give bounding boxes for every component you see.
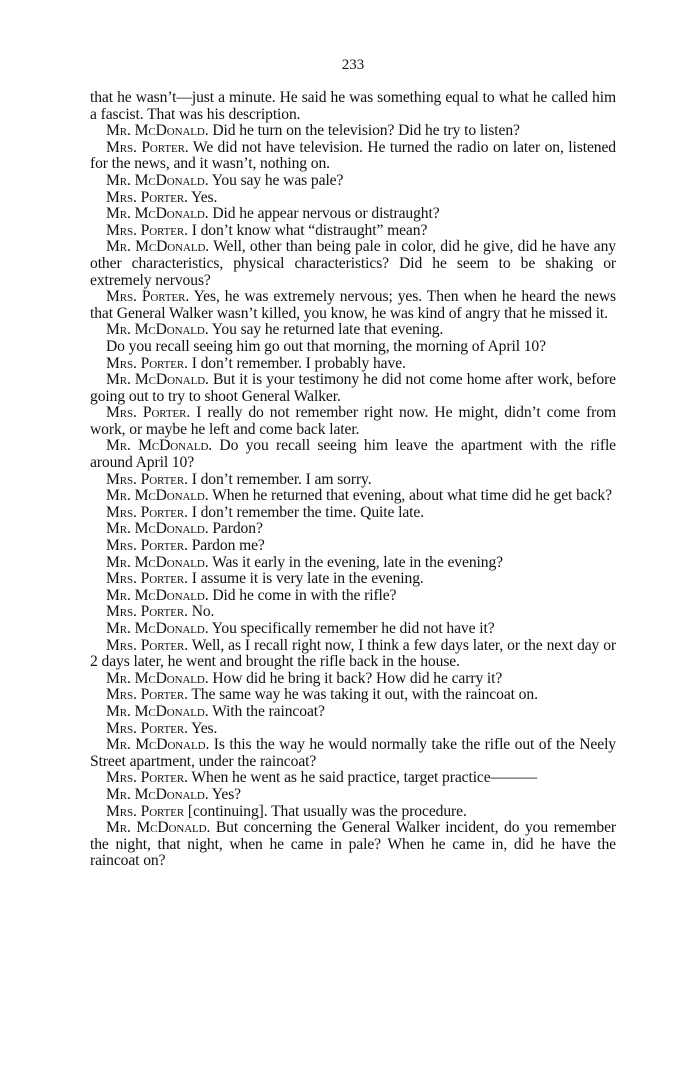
transcript-paragraph — [90, 555, 616, 572]
speaker-label: Mrs. Porter. — [106, 603, 188, 621]
transcript-paragraph — [90, 90, 616, 123]
paragraph-text: Is this the way he would normally take the rifle out of the Neely Street apartment, under the raincoat? — [90, 736, 617, 770]
paragraph-text: Was it early in the evening, late in the evening? — [208, 553, 503, 571]
paragraph-text: Did he come in with the rifle? — [208, 586, 397, 604]
transcript-paragraph — [90, 438, 616, 471]
speaker-label: Mrs. Porter — [106, 802, 185, 820]
transcript-paragraph — [90, 405, 616, 438]
paragraph-text: How did he bring it back? How did he carry it? — [208, 669, 503, 687]
paragraph-text: When he went as he said practice, target practice——— — [187, 769, 538, 787]
paragraph-text: Pardon? — [208, 520, 263, 538]
paragraph-text: You say he returned late that evening. — [208, 321, 444, 339]
speaker-label: Mr. McDonald. — [106, 238, 210, 256]
transcript-paragraph — [90, 173, 616, 190]
speaker-label: Mrs. Porter. — [106, 404, 191, 422]
transcript-paragraph — [90, 239, 616, 289]
transcript-paragraph — [90, 538, 616, 555]
paragraph-text: Do you recall seeing him go out that morning, the morning of April 10? — [106, 337, 546, 355]
paragraph-text: Yes, he was extremely nervous; yes. Then when he heard the news that General Walker wasn’t killed, you know, he was kind of angry that he missed it. — [90, 288, 616, 322]
paragraph-text: Yes? — [208, 785, 241, 803]
speaker-label: Mrs. Porter. — [106, 470, 188, 488]
transcript-paragraph — [90, 671, 616, 688]
paragraph-text: I don’t know what “distraught” mean? — [187, 221, 428, 239]
speaker-label: Mr. McDonald. — [106, 487, 209, 505]
speaker-label: Mr. McDonald. — [106, 669, 209, 687]
transcript-paragraph — [90, 588, 616, 605]
transcript-paragraph — [90, 472, 616, 489]
speaker-label: Mr. McDonald. — [106, 437, 213, 455]
speaker-label: Mrs. Porter. — [106, 503, 188, 521]
paragraph-text: I really do not remember right now. He might, didn’t come from work, or maybe he left and come back later. — [90, 404, 616, 438]
speaker-label: Mrs. Porter. — [106, 221, 188, 239]
speaker-label: Mrs. Porter. — [106, 537, 188, 555]
paragraph-text: But it is your testimony he did not come home after work, before going out to try to shoot General Walker. — [90, 371, 617, 405]
speaker-label: Mr. McDonald. — [106, 553, 209, 571]
paragraph-text: I don’t remember. I am sorry. — [187, 470, 372, 488]
paragraph-text: I don’t remember the time. Quite late. — [187, 503, 425, 521]
paragraph-text: [continuing]. That usually was the procedure. — [184, 802, 467, 820]
paragraph-text: You say he was pale? — [208, 171, 344, 189]
transcript-paragraph — [90, 190, 616, 207]
speaker-label: Mrs. Porter. — [106, 570, 188, 588]
speaker-label: Mrs. Porter. — [106, 769, 188, 787]
paragraph-text: Did he appear nervous or distraught? — [208, 205, 440, 223]
transcript-paragraph — [90, 638, 616, 671]
speaker-label: Mrs. Porter. — [106, 719, 188, 737]
speaker-label: Mrs. Porter. — [106, 138, 189, 156]
paragraph-text: that he wasn’t—just a minute. He said he was something equal to what he called him a fascist. That was his description. — [90, 89, 616, 123]
speaker-label: Mr. McDonald. — [106, 785, 209, 803]
paragraph-text: With the raincoat? — [208, 702, 325, 720]
speaker-label: Mr. McDonald. — [106, 520, 209, 538]
transcript-paragraph — [90, 737, 616, 770]
transcript-paragraph — [90, 571, 616, 588]
paragraph-text: Well, as I recall right now, I think a few days later, or the next day or 2 days later, he went and brought the rifle back in the house. — [90, 636, 616, 671]
transcript-paragraph — [90, 372, 616, 405]
paragraph-text: Yes. — [187, 188, 218, 206]
transcript-paragraph — [90, 604, 616, 621]
paragraph-text: The same way he was taking it out, with the raincoat on. — [187, 686, 538, 704]
transcript-paragraph — [90, 521, 616, 538]
document-page — [90, 56, 616, 870]
page-number: 233 — [341, 57, 365, 73]
speaker-label: Mr. McDonald. — [106, 620, 209, 637]
speaker-label: Mr. McDonald. — [106, 702, 209, 720]
speaker-label: Mr. McDonald. — [106, 205, 209, 223]
transcript-paragraph — [90, 787, 616, 804]
speaker-label: Mr. McDonald. — [106, 371, 209, 389]
paragraph-text: Yes. — [187, 719, 218, 737]
transcript-paragraph — [90, 704, 616, 721]
speaker-label: Mr. McDonald. — [106, 736, 210, 754]
paragraph-text: No. — [187, 603, 215, 621]
paragraph-text: When he returned that evening, about what time did he get back? — [208, 487, 612, 505]
speaker-label: Mrs. Porter. — [106, 636, 189, 654]
paragraph-text: But concerning the General Walker incident, do you remember the night, that night, when he came in pale? When he came in, did he have the raincoat on? — [90, 819, 616, 870]
transcript-paragraph — [90, 356, 616, 373]
speaker-label: Mr. McDonald. — [106, 122, 209, 140]
speaker-label: Mrs. Porter. — [106, 288, 190, 306]
paragraph-text: Do you recall seeing him leave the apartment with the rifle around April 10? — [90, 437, 616, 472]
paragraph-text: Well, other than being pale in color, did he give, did he have any other characteristics, physical characteristics? Did he seem to be shaking or extremely nervous? — [90, 238, 617, 289]
transcript-paragraph — [90, 339, 616, 356]
transcript-paragraph — [90, 322, 616, 339]
paragraph-text: Did he turn on the television? Did he try to listen? — [208, 122, 520, 140]
transcript-body — [90, 90, 616, 870]
transcript-paragraph — [90, 505, 616, 522]
speaker-label: Mrs. Porter. — [106, 188, 188, 206]
transcript-paragraph — [90, 289, 616, 322]
paragraph-text: I assume it is very late in the evening. — [187, 570, 424, 588]
paragraph-text: Pardon me? — [187, 537, 265, 555]
transcript-paragraph — [90, 123, 616, 140]
speaker-label: Mrs. Porter. — [106, 354, 188, 372]
transcript-paragraph — [90, 206, 616, 223]
transcript-paragraph — [90, 820, 616, 870]
paragraph-text: We did not have television. He turned the radio on later on, listened for the news, and it wasn’t, nothing on. — [90, 138, 616, 173]
paragraph-text: You specifically remember he did not have it? — [208, 620, 495, 637]
paragraph-text: I don’t remember. I probably have. — [187, 354, 406, 372]
transcript-paragraph — [90, 621, 616, 638]
transcript-paragraph — [90, 770, 616, 787]
transcript-paragraph — [90, 721, 616, 738]
speaker-label: Mr. McDonald. — [106, 819, 211, 837]
transcript-paragraph — [90, 804, 616, 821]
speaker-label: Mr. McDonald. — [106, 171, 209, 189]
speaker-label: Mr. McDonald. — [106, 321, 209, 339]
transcript-paragraph — [90, 140, 616, 173]
speaker-label: Mr. McDonald. — [106, 586, 209, 604]
transcript-paragraph — [90, 488, 616, 505]
speaker-label: Mrs. Porter. — [106, 686, 188, 704]
transcript-paragraph — [90, 687, 616, 704]
transcript-paragraph — [90, 223, 616, 240]
